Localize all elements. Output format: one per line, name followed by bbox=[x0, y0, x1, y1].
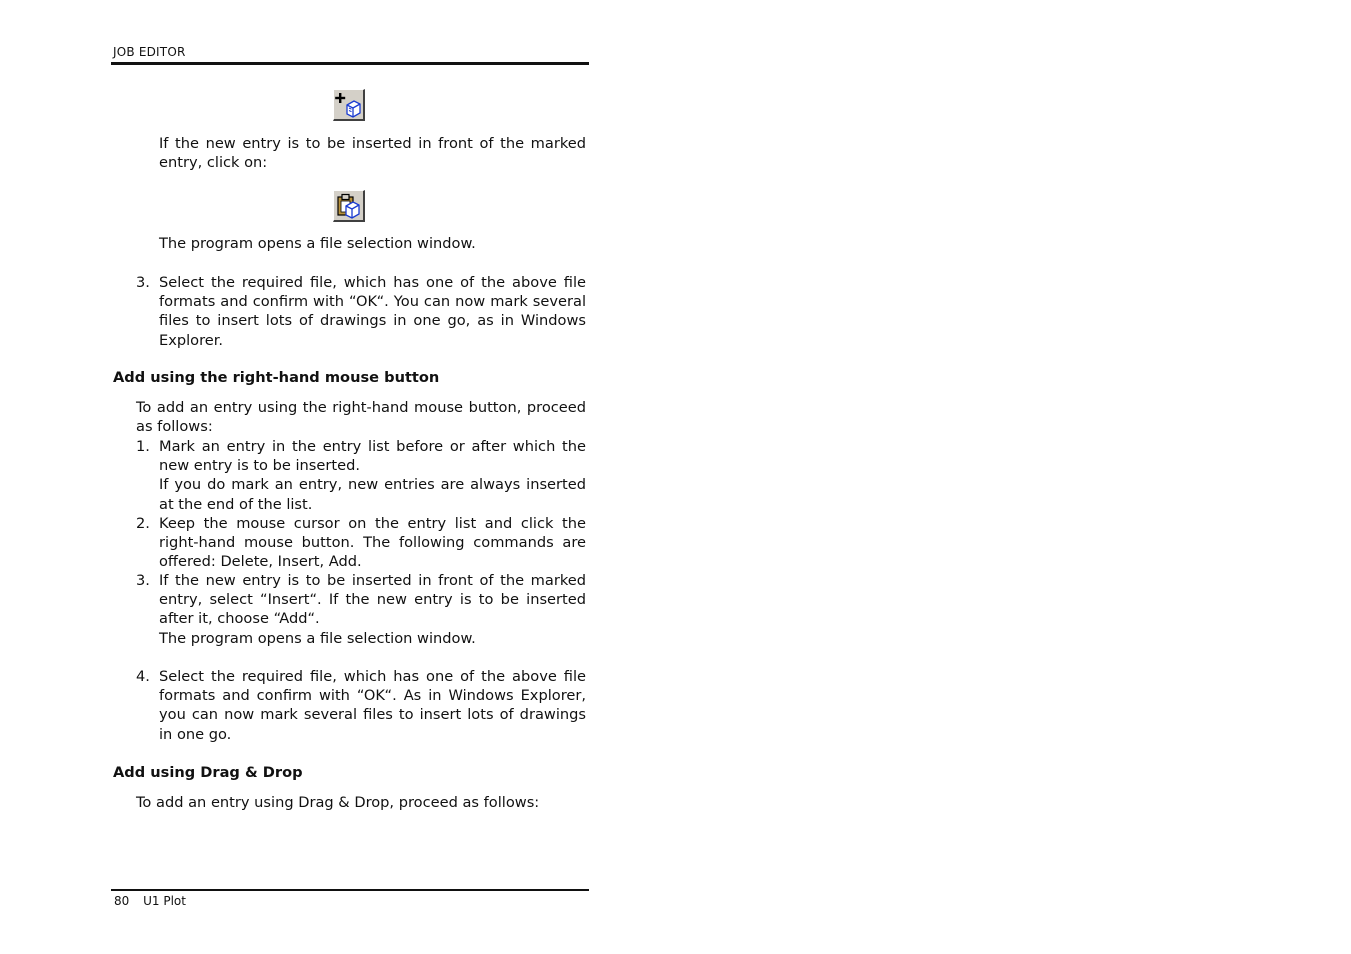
add-entry-button-image bbox=[333, 89, 365, 121]
page-footer bbox=[114, 894, 196, 908]
add-entry-icon bbox=[335, 91, 363, 119]
list-item-main: If the new entry is to be inserted in front of the marked entry, select “Insert“. If the new entry is to be inserted after it, choose “Add“. bbox=[159, 572, 586, 628]
list-item-text: Select the required file, which has one of the above file formats and confirm with “OK“. As in Windows Explorer, you can now mark several files to insert lots of drawings in one go. bbox=[159, 668, 586, 743]
footer-rule bbox=[111, 889, 589, 891]
list-item-text bbox=[159, 571, 586, 648]
drag-drop-intro: To add an entry using Drag & Drop, proceed as follows: bbox=[136, 794, 540, 811]
list-item-note: The program opens a file selection window. bbox=[159, 629, 476, 647]
right-click-heading: Add using the right-hand mouse button bbox=[113, 369, 440, 386]
list-item-number: 3. bbox=[136, 572, 150, 589]
list-item-text bbox=[159, 437, 586, 514]
list-item-note: If you do mark an entry, new entries are always inserted at the end of the list. bbox=[159, 476, 586, 513]
list-item-number: 3. bbox=[136, 274, 150, 291]
insert-before-paragraph: If the new entry is to be inserted in front of the marked entry, click on: bbox=[159, 135, 586, 172]
list-item-number: 2. bbox=[136, 515, 150, 532]
list-item-text: Select the required file, which has one of the above file formats and confirm with “OK“. You can now mark several files to insert lots of drawings in one go, as in Windows Explorer. bbox=[159, 274, 586, 349]
right-click-intro: To add an entry using the right-hand mouse button, proceed as follows: bbox=[136, 399, 586, 436]
list-item-text: Keep the mouse cursor on the entry list and click the right-hand mouse button. The following commands are offered: Delete, Insert, Add. bbox=[159, 515, 586, 571]
list-item-main: Mark an entry in the entry list before or after which the new entry is to be inserted. bbox=[159, 438, 586, 475]
list-item-number: 4. bbox=[136, 668, 150, 685]
page-number: 80 bbox=[114, 894, 130, 908]
product-name: U1 Plot bbox=[143, 894, 186, 908]
section-header: JOB EDITOR bbox=[113, 45, 186, 59]
insert-entry-icon bbox=[335, 192, 363, 220]
insert-entry-button-image bbox=[333, 190, 365, 222]
drag-drop-heading: Add using Drag & Drop bbox=[113, 764, 303, 781]
list-item-number: 1. bbox=[136, 438, 150, 455]
opens-window-text: The program opens a file selection window. bbox=[159, 235, 476, 252]
header-rule bbox=[111, 62, 589, 65]
